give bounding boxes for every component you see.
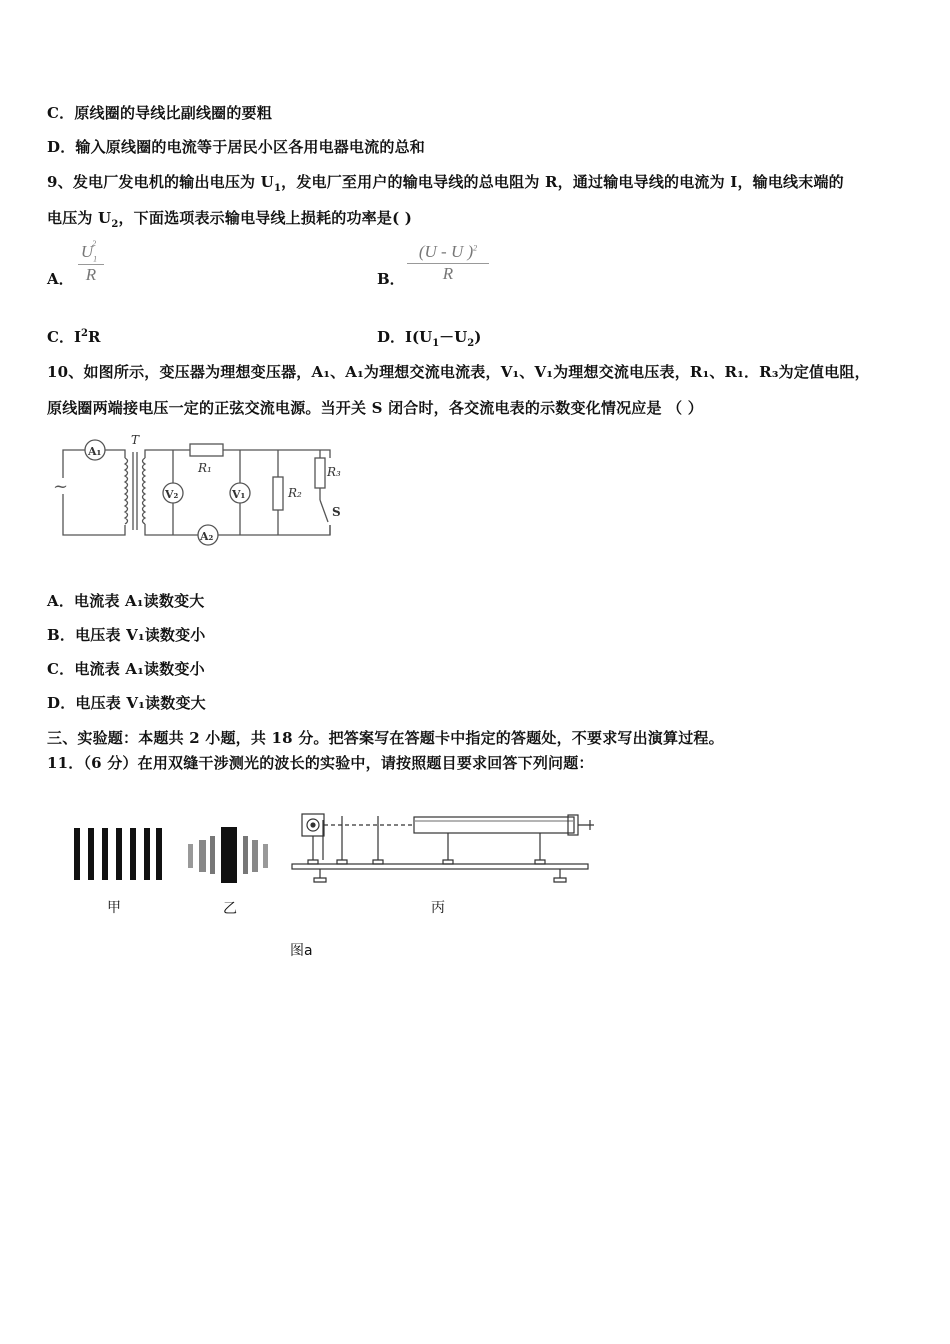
circuit-diagram xyxy=(45,430,355,555)
figure-a-caption: 图a xyxy=(290,943,313,959)
ammeter-a1-label: A₁ xyxy=(88,445,102,458)
transformer-label: T xyxy=(131,433,140,447)
resistor-r2-label: R₂ xyxy=(288,486,302,500)
q10-stem-line2: 原线圈两端接电压一定的正弦交流电源。当开关 S 闭合时，各交流电表的示数变化情况应是 （ ） xyxy=(47,399,703,417)
q9-option-c: C．$I^2R$ xyxy=(47,328,101,346)
eyepiece xyxy=(568,815,578,835)
section3-heading: 三、实验题：本题共 2 小题，共 18 分。把答案写在答题卡中指定的答题处，不要求写出演算过程。 xyxy=(47,729,724,747)
voltmeter-v1-label: V₁ xyxy=(232,488,246,501)
q9-option-d: D．$I(U_1-U_2)$ xyxy=(377,328,482,349)
q10-option-c: C．电流表 A₁读数变小 xyxy=(47,660,205,678)
switch-s xyxy=(320,500,328,522)
q9-option-a-label: A． xyxy=(47,270,74,288)
q8-option-d: D．输入原线圈的电流等于居民小区各用电器电流的总和 xyxy=(47,138,426,156)
q10-option-d: D．电压表 V₁读数变大 xyxy=(47,694,206,712)
resistor-r1-label: R₁ xyxy=(198,461,212,475)
resistor-r1 xyxy=(190,444,223,456)
q8-option-c: C．原线圈的导线比副线圈的要粗 xyxy=(47,104,272,122)
resistor-r3 xyxy=(315,458,325,488)
label-jia: 甲 xyxy=(107,900,121,916)
optical-rail xyxy=(292,864,588,869)
ac-source-symbol: ~ xyxy=(53,476,69,497)
secondary-coil xyxy=(143,458,146,524)
rail-foot-right xyxy=(554,869,566,882)
q10-option-a: A．电流表 A₁读数变大 xyxy=(47,592,205,610)
label-yi: 乙 xyxy=(223,901,237,917)
primary-coil xyxy=(125,458,128,524)
ammeter-a2-label: A₂ xyxy=(200,530,214,543)
single-slit xyxy=(337,816,347,864)
lens-tube xyxy=(414,817,574,833)
q9-option-b-label: B． xyxy=(377,270,405,288)
voltmeter-v2-label: V₂ xyxy=(165,488,179,501)
q10-stem-line1: 10、如图所示，变压器为理想变压器，A₁、A₁为理想交流电流表，V₁、V₁为理想交流电压表，R₁、R₁．R₃为定值电阻， xyxy=(47,363,870,381)
rail-foot-left xyxy=(314,869,326,882)
q9-option-a-formula: $\frac{U_1^2}{R}$ xyxy=(78,242,104,285)
double-slit xyxy=(373,816,383,864)
resistor-r3-label: R₃ xyxy=(327,465,341,479)
switch-s-label: S xyxy=(332,505,341,519)
diffraction-pattern-yi xyxy=(186,826,272,884)
fringe-pattern-jia xyxy=(72,826,164,884)
double-slit-apparatus-bing xyxy=(290,808,600,892)
q9-stem-line2: 电压为 $U_2$，下面选项表示输电导线上损耗的功率是( ) xyxy=(47,209,413,230)
q11-stem: 11．（6 分）在用双缝干涉测光的波长的实验中，请按照题目要求回答下列问题： xyxy=(47,754,594,772)
q9-option-b-formula: $\frac{(U - U )^2}{R}$ xyxy=(407,242,489,284)
q10-option-b: B．电压表 V₁读数变小 xyxy=(47,626,206,644)
q9-stem-line1: 9、发电厂发电机的输出电压为 $U_1$，发电厂至用户的输电导线的总电阻为 R，通过输电导线的电流为 I，输电线末端的 xyxy=(47,173,844,194)
resistor-r2 xyxy=(273,477,283,510)
label-bing: 丙 xyxy=(431,900,445,916)
